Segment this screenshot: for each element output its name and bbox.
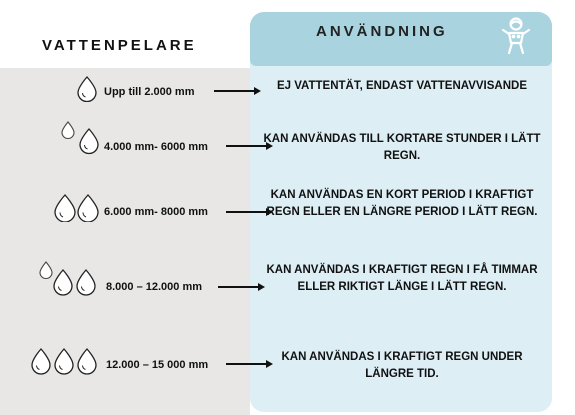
row-description: KAN ANVÄNDAS I KRAFTIGT REGN UNDER LÄNGRE TID. [281,351,523,380]
water-drop-icon [40,262,52,279]
row-label: 12.000 – 15 000 mm [106,359,209,371]
water-drop-icon [55,195,75,222]
column-title-left: VATTENPELARE [42,37,197,54]
water-drop-icons [30,348,100,376]
water-drop-icons [38,261,100,299]
arrow-right-icon [214,86,262,96]
row-description: EJ VATTENTÄT, ENDAST VATTENAVVISANDE [276,80,528,92]
water-drop-icon [78,195,98,222]
water-drop-icons [76,76,98,102]
row-label: 8.000 – 12.000 mm [106,281,203,293]
water-drop-icon [54,270,72,295]
water-drop-icons [60,121,102,157]
column-title-right: ANVÄNDNING [316,23,448,40]
arrow-right-icon [218,282,266,292]
water-drop-icon [80,129,98,154]
water-drop-icons [53,194,101,222]
row-description: KAN ANVÄNDAS I KRAFTIGT REGN I FÅ TIMMAR ELLER RIKTIGT LÄNGE I LÄTT REGN. [266,264,538,293]
hiker-mascot-icon [499,16,533,56]
water-drop-icon [77,270,95,295]
water-drop-icon [55,349,73,374]
water-drop-icon [78,77,96,102]
row-label: 4.000 mm- 6000 mm [104,141,208,153]
water-drop-icon [78,349,96,374]
row-description: KAN ANVÄNDAS TILL KORTARE STUNDER I LÄTT REGN. [263,133,541,162]
water-drop-icon [32,349,50,374]
row-label: Upp till 2.000 mm [104,86,195,98]
water-drop-icon [62,122,74,139]
row-label: 6.000 mm- 8000 mm [104,206,208,218]
row-description: KAN ANVÄNDAS EN KORT PERIOD I KRAFTIGT REGN ELLER EN LÄNGRE PERIOD I LÄTT REGN. [266,189,538,218]
